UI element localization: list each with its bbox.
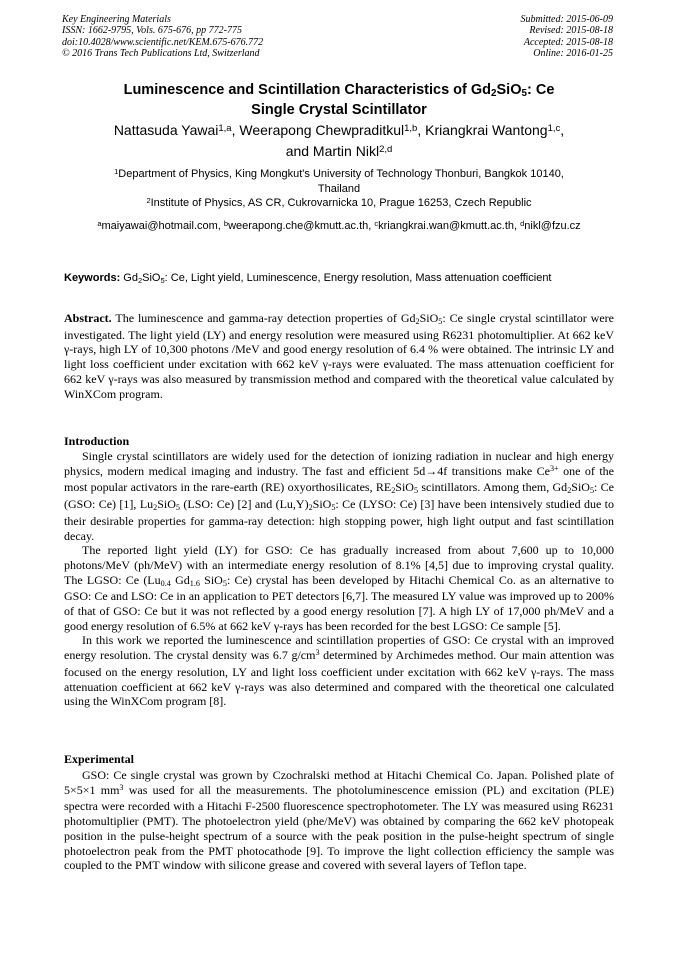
author-name: Nattasuda Yawai bbox=[113, 122, 219, 138]
affiliation-1: $^1$Department of Physics, King Mongkut's University of Technology Thonburi, Bangkok 10140, Thailand bbox=[114, 166, 564, 195]
email-link[interactable]: kriangkrai.wan@kmutt.ac.th, bbox=[378, 220, 521, 232]
keywords: Keywords: $Gd_2SiO_5$: Ce, Light yield, Luminescence, Energy resolution, Mass attenuation coefficient bbox=[64, 272, 552, 285]
journal-header bbox=[62, 14, 362, 59]
email-link[interactable]: nikl@fzu.cz bbox=[524, 220, 581, 232]
paragraph: GSO: Ce single crystal was grown by Czochralski method at Hitachi Chemical Co. Japan. Polished plate of 5×5×1 $mm^3$ was used for all the measurements. The photoluminescence emission (PL) and excitation (PLE) spectra were recorded with a Hitachi F-2500 fluorescence spectrophotometer. The LY was measured using R6231 photomultiplier (PMT). The photoelectron yield (phe/MeV) was obtained by comparing the 662 keV photopeak position in the pulse-height spectrum of a source with the peak position in the pulse-height spectrum of single photoelectron peak from the PMT photocathode [9]. To improve the light collection efficiency the sample was coupled to the PMT window with silicone grease and covered with several layers of Teflon tape. bbox=[64, 768, 614, 873]
email-link[interactable]: maiyawai@hotmail.com, bbox=[101, 220, 224, 232]
abstract-label: Abstract. bbox=[64, 311, 112, 325]
date-submitted: Submitted: 2015-06-09 bbox=[520, 14, 613, 25]
author-name: and Martin Nikl bbox=[285, 143, 380, 159]
affiliation-2: $^2$Institute of Physics, AS CR, Cukrovarnicka 10, Prague 16253, Czech Republic bbox=[146, 195, 532, 209]
journal-name: Key Engineering Materials bbox=[62, 14, 171, 25]
journal-doi[interactable]: doi:10.4028/www.scientific.net/KEM.675-676.772 bbox=[62, 36, 264, 48]
paragraph: The reported light yield (LY) for GSO: Ce has gradually increased from about 7,600 up to 10,000 photons/MeV (ph/MeV) with an intermediate energy resolution of 8.1% [4,5] due to improving crystal quality. The LGSO: Ce ($Lu_{0.4}$ $Gd_{1.6}$ SiO$_5$: Ce) crystal has been developed by Hitachi Chemical Co. as an alternative to GSO: Ce and LSO: Ce in an application to PET detectors [6,7]. The measured LY value was improved up to 200% of that of GSO: Ce but it was not reflected by a good energy resolution [7]. A high LY of 17,000 ph/MeV and a good energy resolution of 6.5% at 662 keV γ-rays has been recorded for the best LGSO: Ce sample [5]. bbox=[64, 543, 615, 633]
paper-title: Luminescence and Scintillation Characteristics of $Gd_2SiO_5$: Ce Single Crystal Scintillator bbox=[123, 82, 555, 118]
experimental-text bbox=[64, 768, 614, 873]
date-online: Online: 2016-01-25 bbox=[533, 47, 613, 59]
author-emails: $^a$maiyawai@hotmail.com, $^b$weerapong.che@kmutt.ac.th, $^c$kriangkrai.wan@kmutt.ac.th, $^d$nikl@fzu.cz bbox=[97, 218, 581, 232]
author-name: , Kriangkrai Wantong bbox=[417, 122, 548, 138]
section-heading-experimental: Experimental bbox=[64, 752, 134, 766]
dates-header bbox=[353, 14, 613, 59]
paragraph: In this work we reported the luminescence and scintillation properties of GSO: Ce crystal with an improved energy resolution. The crystal density was 6.7 $g/cm^3$ determined by Archimedes method. Our main attention was focused on the energy resolution, LY and light loss coefficient under excitation with 662 keV γ-rays. The mass attenuation coefficient at 662 keV γ-rays was also determined and compared with the theoretical one calculated using the WinXCom program [8]. bbox=[64, 633, 615, 709]
abstract: Abstract. The luminescence and gamma-ray detection properties of $Gd_2SiO_5$: Ce single crystal scintillator were investigated. The light yield (LY) and energy resolution were measured using R6231 photomultiplier. At 662 keV γ-rays, high LY of 10,300 photons /MeV and good energy resolution of 6.4 % were obtained. The intrinsic LY and light loss coefficient under excitation with 662 keV γ-rays were evaluated. The mass attenuation coefficient for 662 keV γ-rays was also measured by transmission method and compared with the theoretical value calculated by WinXCom program. bbox=[64, 311, 614, 401]
paragraph: Single crystal scintillators are widely used for the detection of ionizing radiation in nuclear and high energy physics, modern medical imaging and industry. The fast and efficient 5d→4f transitions make $Ce^{3+}$ one of the most popular activators in the rare-earth (RE) oxyorthosilicates, $RE_2SiO_5$ scintillators. Among them, $Gd_2SiO_5$: Ce (GSO: Ce) [1], $Lu_2SiO_5$ (LSO: Ce) [2] and $(Lu,Y)_2SiO_5$: Ce (LYSO: Ce) [3] have been intensively studied due to their desirable properties for gamma-ray detection: high stopping power, high light output and fast scintillation decay. bbox=[64, 449, 615, 543]
author-list: Nattasuda Yawai$^{1,a}$, Weerapong Chewpraditkul$^{1,b}$, Kriangkrai Wantong$^{1,c}$, and Martin Nikl$^{2,d}$ bbox=[113, 122, 565, 159]
journal-issn: ISSN: 1662-9795, Vols. 675-676, pp 772-775 bbox=[62, 25, 242, 37]
email-link[interactable]: weerapong.che@kmutt.ac.th, bbox=[228, 220, 375, 232]
author-name: , Weerapong Chewpraditkul bbox=[231, 122, 405, 138]
journal-copyright: © 2016 Trans Tech Publications Ltd, Switzerland bbox=[62, 47, 260, 59]
date-revised: Revised: 2015-08-18 bbox=[529, 25, 613, 37]
date-accepted: Accepted: 2015-08-18 bbox=[523, 36, 613, 48]
introduction-text bbox=[64, 449, 614, 709]
keywords-label: Keywords: bbox=[64, 272, 121, 284]
section-heading-introduction: Introduction bbox=[64, 434, 130, 448]
